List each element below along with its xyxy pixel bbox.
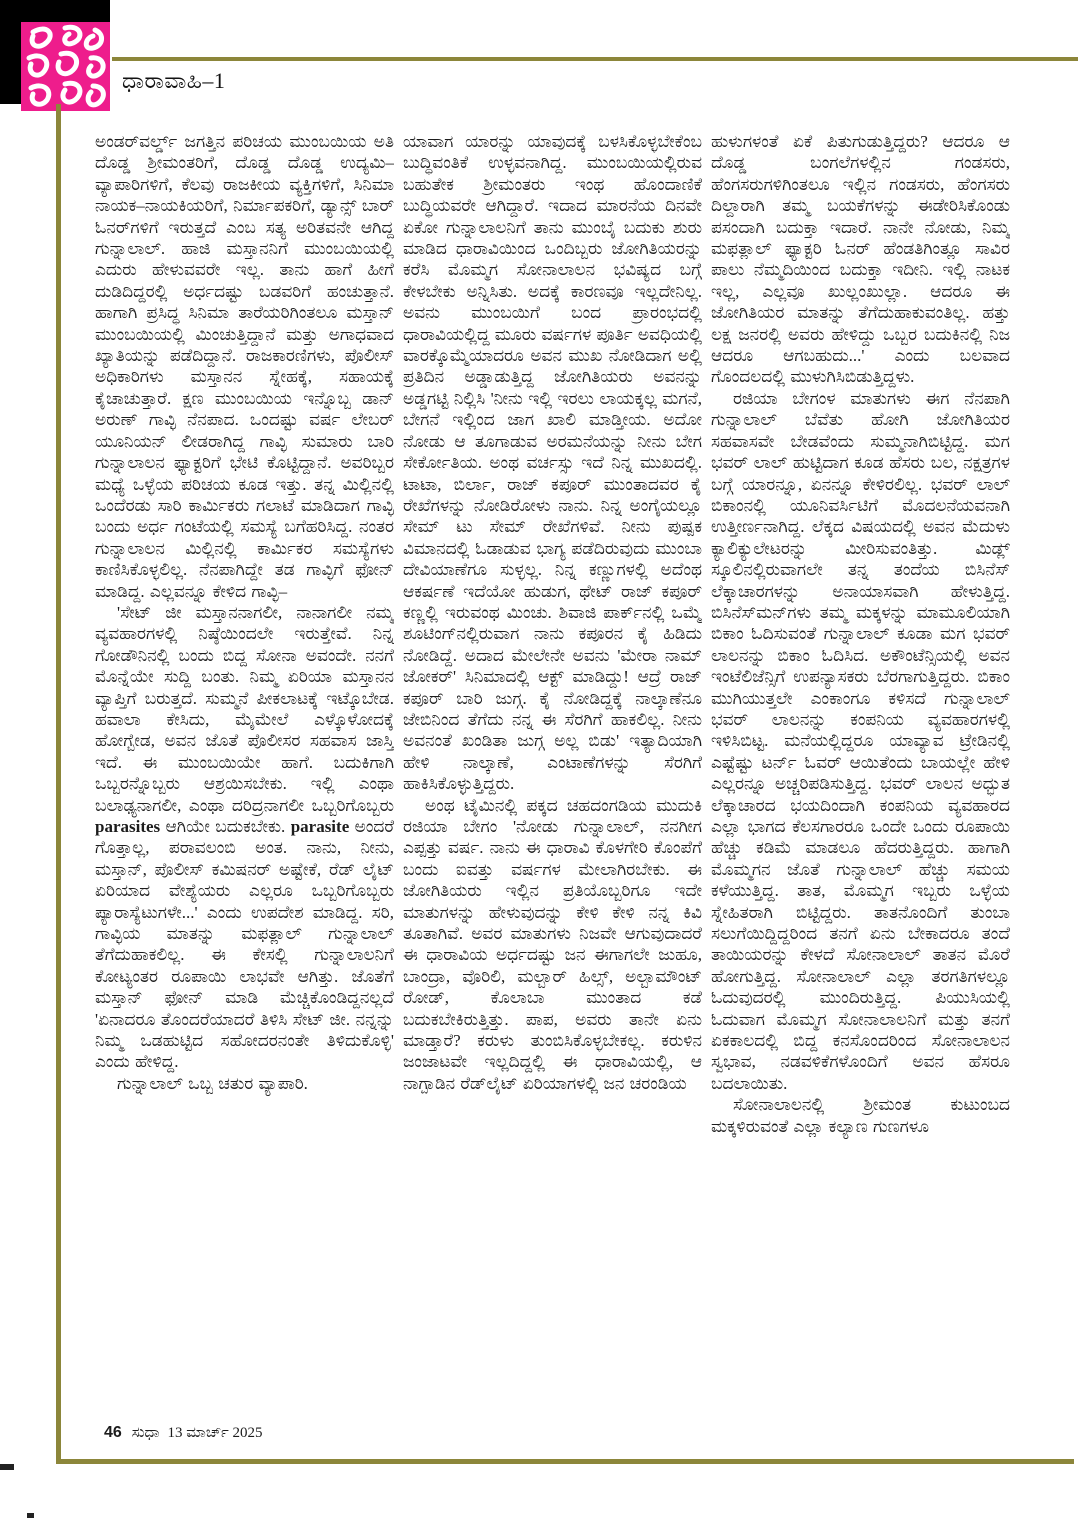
paragraph: ಅಂಥ ಟೈಮಿನಲ್ಲಿ ಪಕ್ಕದ ಚಹದಂಗಡಿಯ ಮುದುಕಿ ರಜಿಯಾ ಬೇಗಂ 'ನೋಡು ಗುನ್ನಾಲಾಲ್, ನನಗೀಗ ಎಪ್ಪತ್ತು ವರ್ಷ. ನಾನು ಈ ಧಾರಾವಿ ಕೊಳಗೇರಿ ಕೊಂಪೆಗೆ ಬಂದು ಐವತ್ತು ವರ್ಷಗಳ ಮೇಲಾಗಿರಬೇಕು. ಈ ಜೋಗಿತಿಯರು ಇಲ್ಲಿನ ಪ್ರತಿಯೊಬ್ಬರಿಗೂ ಇದೇ ಮಾತುಗಳನ್ನು ಹೇಳುವುದನ್ನು ಕೇಳಿ ಕೇಳಿ ನನ್ನ ಕಿವಿ ತೂತಾಗಿವೆ. ಅವರ ಮಾತುಗಳು ನಿಜವೇ ಆಗುವುದಾದರೆ ಈ ಧಾರಾವಿಯ ಅರ್ಧದಷ್ಟು ಜನ ಈಗಾಗಲೇ ಜುಹೂ, ಬಾಂದ್ರಾ, ವೊರಿಲಿ, ಮಲ್ಬಾರ್ ಹಿಲ್ಸ್, ಅಲ್ಬಾಮೌಂಟ್ ರೋಡ್, ಕೊಲಾಬಾ ಮುಂತಾದ ಕಡೆ ಬದುಕಬೇಕಿರುತ್ತಿತ್ತು. ಪಾಪ, ಅವರು ತಾನೇ ಏನು ಮಾಡ್ತಾರೆ? ಕರುಳು ತುಂಬಿಸಿಕೊಳ್ಳಬೇಕಲ್ಲ. ಕರುಳಿನ ಜಂಜಾಟವೇ ಇಲ್ಲದಿದ್ದಲ್ಲಿ ಈ ಧಾರಾವಿಯಲ್ಲಿ, ಆ ನಾಗ್ಪಾಡಿನ ರೆಡ್‌ಲೈಟ್ ಏರಿಯಾಗಳಲ್ಲಿ ಜನ ಚರಂಡಿಯ xyxy=(403,795,702,1093)
print-mark xyxy=(0,1464,14,1470)
paragraph: ಅಂಡರ್‌ವರ್ಲ್ಡ್ ಜಗತ್ತಿನ ಪರಿಚಯ ಮುಂಬಯಿಯ ಅತಿ ದೊಡ್ಡ ಶ್ರೀಮಂತರಿಗೆ, ದೊಡ್ಡ ದೊಡ್ಡ ಉದ್ಯಮಿ–ವ್ಯಾಪಾರಿಗಳಿಗೆ, ಕೆಲವು ರಾಜಕೀಯ ವ್ಯಕ್ತಿಗಳಿಗೆ, ಸಿನಿಮಾ ನಾಯಕ–ನಾಯಕಿಯರಿಗೆ, ನಿರ್ಮಾಪಕರಿಗೆ, ಡ್ಯಾನ್ಸ್ ಬಾರ್ ಓನರ್‌ಗಳಿಗೆ ಇರುತ್ತದೆ ಎಂಬ ಸತ್ಯ ಅರಿತವನೇ ಆಗಿದ್ದ ಗುನ್ನಾಲಾಲ್. ಹಾಜಿ ಮಸ್ತಾನನಿಗೆ ಮುಂಬಯಿಯಲ್ಲಿ ಎದುರು ಹೇಳುವವರೇ ಇಲ್ಲ. ತಾನು ಹಾಗೆ ಹೀಗೆ ದುಡಿದಿದ್ದರಲ್ಲಿ ಅರ್ಧದಷ್ಟು ಬಡವರಿಗೆ ಹಂಚುತ್ತಾನೆ. ಹಾಗಾಗಿ ಪ್ರಸಿದ್ಧ ಸಿನಿಮಾ ತಾರೆಯರಿಗಿಂತಲೂ ಮಸ್ತಾನ್ ಮುಂಬಯಿಯಲ್ಲಿ ಮಿಂಚುತ್ತಿದ್ದಾನೆ ಮತ್ತು ಅಗಾಧವಾದ ಖ್ಯಾತಿಯನ್ನು ಪಡೆದಿದ್ದಾನೆ. ರಾಜಕಾರಣಿಗಳು, ಪೊಲೀಸ್ ಅಧಿಕಾರಿಗಳು ಮಸ್ತಾನನ ಸ್ನೇಹಕ್ಕೆ, ಸಹಾಯಕ್ಕೆ ಕೈಚಾಚುತ್ತಾರೆ. ಕ್ಷಣ ಮುಂಬಯಿಯ ಇನ್ನೊಬ್ಬ ಡಾನ್ ಅರುಣ್ ಗಾವ್ಳಿ ನೆನಪಾದ. ಒಂದಷ್ಟು ವರ್ಷ ಲೇಬರ್ ಯೂನಿಯನ್ ಲೀಡರಾಗಿದ್ದ ಗಾವ್ಳಿ ಸುಮಾರು ಬಾರಿ ಗುನ್ನಾಲಾಲನ ಫ್ಯಾಕ್ಟರಿಗೆ ಭೇಟಿ ಕೊಟ್ಟಿದ್ದಾನೆ. ಅವರಿಬ್ಬರ ಮಧ್ಯೆ ಒಳ್ಳೆಯ ಪರಿಚಯ ಕೂಡ ಇತ್ತು. ತನ್ನ ಮಿಲ್ಲಿನಲ್ಲಿ ಒಂದೆರಡು ಸಾರಿ ಕಾರ್ಮಿಕರು ಗಲಾಟೆ ಮಾಡಿದಾಗ ಗಾವ್ಳಿ ಬಂದು ಅರ್ಧ ಗಂಟೆಯಲ್ಲಿ ಸಮಸ್ಯೆ ಬಗೆಹರಿಸಿದ್ದ. ನಂತರ ಗುನ್ನಾಲಾಲನ ಮಿಲ್ಲಿನಲ್ಲಿ ಕಾರ್ಮಿಕರ ಸಮಸ್ಯೆಗಳು ಕಾಣಿಸಿಕೊಳ್ಳಲಿಲ್ಲ. ನೆನಪಾಗಿದ್ದೇ ತಡ ಗಾವ್ಳಿಗೆ ಫೋನ್ ಮಾಡಿದ್ದ. ಎಲ್ಲವನ್ನೂ ಕೇಳಿದ ಗಾವ್ಳಿ– xyxy=(95,132,394,601)
paragraph: ರಜಿಯಾ ಬೇಗಂಳ ಮಾತುಗಳು ಈಗ ನೆನಪಾಗಿ ಗುನ್ನಾಲಾಲ್ ಬೆವೆತು ಹೋಗಿ ಜೋಗಿತಿಯರ ಸಹವಾಸವೇ ಬೇಡವೆಂದು ಸುಮ್ಮನಾಗಿಬಿಟ್ಟಿದ್ದ. ಮಗ ಭವರ್ ಲಾಲ್ ಹುಟ್ಟಿದಾಗ ಕೂಡ ಹೆಸರು ಬಲ, ನಕ್ಷತ್ರಗಳ ಬಗ್ಗೆ ಯಾರನ್ನೂ, ಏನನ್ನೂ ಕೇಳಿರಲಿಲ್ಲ. ಭವರ್ ಲಾಲ್ ಬಿಕಾಂನಲ್ಲಿ ಯೂನಿವರ್ಸಿಟಿಗೆ ಮೊದಲನೆಯವನಾಗಿ ಉತ್ತೀರ್ಣನಾಗಿದ್ದ. ಲೆಕ್ಕದ ವಿಷಯದಲ್ಲಿ ಅವನ ಮೆದುಳು ಕ್ಯಾಲಿಕ್ಯುಲೇಟರನ್ನು ಮೀರಿಸುವಂತಿತ್ತು. ಮಿಡ್ಲ್ ಸ್ಕೂಲಿನಲ್ಲಿರುವಾಗಲೇ ತನ್ನ ತಂದೆಯ ಬಿಸಿನೆಸ್ ಲೆಕ್ಕಾಚಾರಗಳನ್ನು ಅನಾಯಾಸವಾಗಿ ಹೇಳುತ್ತಿದ್ದ. ಬಿಸಿನೆಸ್‌ಮನ್‌ಗಳು ತಮ್ಮ ಮಕ್ಕಳನ್ನು ಮಾಮೂಲಿಯಾಗಿ ಬಿಕಾಂ ಓದಿಸುವಂತೆ ಗುನ್ನಾಲಾಲ್ ಕೂಡಾ ಮಗ ಭವರ್ ಲಾಲನನ್ನು ಬಿಕಾಂ ಓದಿಸಿದ. ಅಕೌಂಟೆನ್ಸಿಯಲ್ಲಿ ಅವನ ಇಂಟೆಲಿಜೆನ್ಸಿಗೆ ಉಪನ್ಯಾಸಕರು ಬೆರಗಾಗುತ್ತಿದ್ದರು. ಬಿಕಾಂ ಮುಗಿಯುತ್ತಲೇ ಎಂಕಾಂಗೂ ಕಳಿಸದೆ ಗುನ್ನಾಲಾಲ್ ಭವರ್ ಲಾಲನನ್ನು ಕಂಪನಿಯ ವ್ಯವಹಾರಗಳಲ್ಲಿ ಇಳಿಸಿಬಿಟ್ಟ. ಮನೆಯಲ್ಲಿದ್ದರೂ ಯಾವ್ಯಾವ ಟ್ರೇಡಿನಲ್ಲಿ ಎಷ್ಟೆಷ್ಟು ಟರ್ನ್ ಓವರ್ ಆಯಿತೆಂದು ಬಾಯಲ್ಲೇ ಹೇಳಿ ಎಲ್ಲರನ್ನೂ ಅಚ್ಚರಿಪಡಿಸುತ್ತಿದ್ದ. ಭವರ್ ಲಾಲನ ಅದ್ಭುತ ಲೆಕ್ಕಾಚಾರದ ಭಯದಿಂದಾಗಿ ಕಂಪನಿಯ ವ್ಯವಹಾರದ ಎಲ್ಲಾ ಭಾಗದ ಕೆಲಸಗಾರರೂ ಒಂದೇ ಒಂದು ರೂಪಾಯಿ ಹೆಚ್ಚು ಕಡಿಮೆ ಮಾಡಲೂ ಹೆದರುತ್ತಿದ್ದರು. ಹಾಗಾಗಿ ಮೊಮ್ಮಗನ ಜೊತೆ ಗುನ್ನಾಲಾಲ್ ಹೆಚ್ಚು ಸಮಯ ಕಳೆಯುತ್ತಿದ್ದ. ತಾತ, ಮೊಮ್ಮಗ ಇಬ್ಬರು ಒಳ್ಳೆಯ ಸ್ನೇಹಿತರಾಗಿ ಬಿಟ್ಟಿದ್ದರು. ತಾತನೊಂದಿಗೆ ತುಂಬಾ ಸಲುಗೆಯಿದ್ದಿದ್ದರಿಂದ ತನಗೆ ಏನು ಬೇಕಾದರೂ ತಂದೆ ತಾಯಿಯರನ್ನು ಕೇಳದೆ ಸೋನಾಲಾಲ್ ತಾತನ ಮೊರೆ ಹೋಗುತ್ತಿದ್ದ. ಸೋನಾಲಾಲ್ ಎಲ್ಲಾ ತರಗತಿಗಳಲ್ಲೂ ಓದುವುದರಲ್ಲಿ ಮುಂದಿರುತ್ತಿದ್ದ. ಪಿಯುಸಿಯಲ್ಲಿ ಓದುವಾಗ ಮೊಮ್ಮಗ ಸೋನಾಲಾಲನಿಗೆ ಮತ್ತು ತನಗೆ ಏಕಕಾಲದಲ್ಲಿ ಬಿದ್ದ ಕನಸೊಂದರಿಂದ ಸೋನಾಲಾಲನ ಸ್ವಭಾವ, ನಡವಳಿಕೆಗಳೊಂದಿಗೆ ಅವನ ಹೆಸರೂ ಬದಲಾಯಿತು. xyxy=(711,388,1010,1093)
top-rule xyxy=(112,57,1078,61)
quote-text: ಅಂದರೆ ಗೊತ್ತಾಲ್ಲ, ಪರಾವಲಂಬಿ ಅಂತ. ನಾನು, ನೀನು, ಮಸ್ತಾನ್, ಪೊಲೀಸ್ ಕಮಿಷನರ್ ಅಷ್ಟೇಕೆ, ರೆಡ್ ಲೈಟ್ ಏರಿಯಾದ ವೇಶ್ಯೆಯರು ಎಲ್ಲರೂ ಒಬ್ಬರಿಗೊಬ್ಬರು ಪ್ಯಾರಾಸ್ಯೆಟುಗಳೇ...' ಎಂದು ಉಪದೇಶ ಮಾಡಿದ್ದ. ಸರಿ, ಗಾವ್ಳಿಯ ಮಾತನ್ನು ಮಫತ್ಲಾಲ್ ಗುನ್ನಾಲಾಲ್ ತೆಗೆದುಹಾಕಲಿಲ್ಲ. ಈ ಕೇಸಲ್ಲಿ ಗುನ್ನಾಲಾಲನಿಗೆ ಕೋಟ್ಯಂತರ ರೂಪಾಯಿ ಲಾಭವೇ ಆಗಿತ್ತು. ಜೊತೆಗೆ ಮಸ್ತಾನ್ ಫೋನ್ ಮಾಡಿ ಮೆಚ್ಚಿಕೊಂಡಿದ್ದನಲ್ಲದೆ 'ಏನಾದರೂ ತೊಂದರೆಯಾದರೆ ತಿಳಿಸಿ ಸೇಟ್ ಜೀ. ನನ್ನನ್ನು ನಿಮ್ಮ ಒಡಹುಟ್ಟಿದ ಸಹೋದರನಂತೇ ತಿಳಿದುಕೊಳ್ಳಿ' ಎಂದು ಹೇಳಿದ್ದ. xyxy=(95,817,394,1072)
magazine-name: ಸುಧಾ xyxy=(131,1425,160,1441)
bold-word: parasite xyxy=(290,817,350,836)
paragraph: ಹುಳುಗಳಂತೆ ಏಕೆ ಪಿತುಗುಡುತ್ತಿದ್ದರು? ಆದರೂ ಆ ದೊಡ್ಡ ಬಂಗಲೆಗಳಲ್ಲಿನ ಗಂಡಸರು, ಹೆಂಗಸರುಗಳಿಗಿಂತಲೂ ಇಲ್ಲಿನ ಗಂಡಸರು, ಹೆಂಗಸರು ದಿಲ್ದಾರಾಗಿ ತಮ್ಮ ಬಯಕೆಗಳನ್ನು ಈಡೇರಿಸಿಕೊಂಡು ಪಸಂದಾಗಿ ಬದುಕ್ತಾ ಇದಾರೆ. ನಾನೇ ನೋಡು, ನಿಮ್ಮ ಮಫತ್ಲಾಲ್ ಫ್ಯಾಕ್ಟರಿ ಓನರ್ ಹೆಂಡತಿಗಿಂತ್ಲೂ ಸಾವಿರ ಪಾಲು ನೆಮ್ಮದಿಯಿಂದ ಬದುಕ್ತಾ ಇದೀನಿ. ಇಲ್ಲಿ ನಾಟಕ ಇಲ್ಲ, ಎಲ್ಲವೂ ಖುಲ್ಲಂಖುಲ್ಲಾ. ಆದರೂ ಈ ಜೋಗಿತಿಯರ ಮಾತನ್ನು ತೆಗೆದುಹಾಕುವಂತಿಲ್ಲ. ಹತ್ತು ಲಕ್ಷ ಜನರಲ್ಲಿ ಅವರು ಹೇಳಿದ್ದು ಒಬ್ಬರ ಬದುಕಿನಲ್ಲಿ ನಿಜ ಆದರೂ ಆಗಬಹುದು...' ಎಂದು ಬಲವಾದ ಗೊಂದಲದಲ್ಲಿ ಮುಳುಗಿಸಿಬಿಡುತ್ತಿದ್ದಳು. xyxy=(711,132,1010,387)
article-body xyxy=(95,131,1011,1413)
paragraph: ಸೋನಾಲಾಲನಲ್ಲಿ ಶ್ರೀಮಂತ ಕುಟುಂಬದ ಮಕ್ಕಳಿರುವಂತೆ ಎಲ್ಲಾ ಕಲ್ಯಾಣ ಗುಣಗಳೂ xyxy=(711,1095,1010,1136)
magazine-logo xyxy=(21,22,110,111)
print-mark xyxy=(27,1513,34,1518)
left-rule xyxy=(56,104,61,1464)
quote-text: ಆಗಿಯೇ ಬದುಕಬೇಕು. xyxy=(160,817,291,836)
bottom-rule xyxy=(56,1459,1074,1464)
text-column-1 xyxy=(95,131,394,1413)
paragraph: ಯಾವಾಗ ಯಾರನ್ನು ಯಾವುದಕ್ಕೆ ಬಳಸಿಕೊಳ್ಳಬೇಕೆಂಬ ಬುದ್ಧಿವಂತಿಕೆ ಉಳ್ಳವನಾಗಿದ್ದ. ಮುಂಬಯಿಯಲ್ಲಿರುವ ಬಹುತೇಕ ಶ್ರೀಮಂತರು ಇಂಥ ಹೊಂದಾಣಿಕೆ ಬುದ್ಧಿಯವರೇ ಆಗಿದ್ದಾರೆ. ಇದಾದ ಮಾರನೆಯ ದಿನವೇ ಏಕೋ ಗುನ್ನಾಲಾಲನಿಗೆ ತಾನು ಮುಂಬೈ ಬದುಕು ಶುರು ಮಾಡಿದ ಧಾರಾವಿಯಿಂದ ಒಂದಿಬ್ಬರು ಜೋಗಿತಿಯರನ್ನು ಕರೆಸಿ ಮೊಮ್ಮಗ ಸೋನಾಲಾಲನ ಭವಿಷ್ಯದ ಬಗ್ಗೆ ಕೇಳಬೇಕು ಅನ್ನಿಸಿತು. ಅದಕ್ಕೆ ಕಾರಣವೂ ಇಲ್ಲದೇನಿಲ್ಲ. ಅವನು ಮುಂಬಯಿಗೆ ಬಂದ ಪ್ರಾರಂಭದಲ್ಲಿ ಧಾರಾವಿಯಲ್ಲಿದ್ದ ಮೂರು ವರ್ಷಗಳ ಪೂರ್ತಿ ಅವಧಿಯಲ್ಲಿ ವಾರಕ್ಕೊಮ್ಮೆಯಾದರೂ ಅವನ ಮುಖ ನೋಡಿದಾಗ ಅಲ್ಲಿ ಪ್ರತಿದಿನ ಅಡ್ಡಾಡುತ್ತಿದ್ದ ಜೋಗಿತಿಯರು ಅವನನ್ನು ಅಡ್ಡಗಟ್ಟಿ ನಿಲ್ಲಿಸಿ 'ನೀನು ಇಲ್ಲಿ ಇರಲು ಲಾಯಕ್ಕಲ್ಲ ಮಗನೆ, ಬೇಗನೆ ಇಲ್ಲಿಂದ ಜಾಗ ಖಾಲಿ ಮಾಡ್ತೀಯ. ಅದೋ ನೋಡು ಆ ತೂಗಾಡುವ ಅರಮನೆಯನ್ನು ನೀನು ಬೇಗ ಸೇರ್ಕೋತಿಯ. ಅಂಥ ವರ್ಚಸ್ಸು ಇದೆ ನಿನ್ನ ಮುಖದಲ್ಲಿ. ಟಾಟಾ, ಬಿರ್ಲಾ, ರಾಜ್ ಕಪೂರ್ ಮುಂತಾದವರ ಕೈ ರೇಖೆಗಳನ್ನು ನೋಡಿರೋಳು ನಾನು. ನಿನ್ನ ಅಂಗೈಯಲ್ಲೂ ಸೇಮ್ ಟು ಸೇಮ್ ರೇಖೆಗಳಿವೆ. ನೀನು ಪುಷ್ಪಕ ವಿಮಾನದಲ್ಲಿ ಓಡಾಡುವ ಭಾಗ್ಯ ಪಡೆದಿರುವುದು ಮುಂಬಾ ದೇವಿಯಾಣೆಗೂ ಸುಳ್ಳಲ್ಲ. ನಿನ್ನ ಕಣ್ಣುಗಳಲ್ಲಿ ಅದೆಂಥ ಆಕರ್ಷಣೆ ಇದೆಯೋ ಹುಡುಗ, ಥೇಟ್ ರಾಜ್ ಕಪೂರ್ ಕಣ್ಣಲ್ಲಿ ಇರುವಂಥ ಮಿಂಚು. ಶಿವಾಜಿ ಪಾರ್ಕ್‌ನಲ್ಲಿ ಒಮ್ಮೆ ಶೂಟಿಂಗ್‌ನಲ್ಲಿರುವಾಗ ನಾನು ಕಪೂರನ ಕೈ ಹಿಡಿದು ನೋಡಿದ್ದೆ. ಅದಾದ ಮೇಲೇನೇ ಅವನು 'ಮೇರಾ ನಾಮ್ ಜೋಕರ್' ಸಿನಿಮಾದಲ್ಲಿ ಆಕ್ಟ್ ಮಾಡಿದ್ದು! ಆದ್ರೆ ರಾಜ್ ಕಪೂರ್ ಬಾರಿ ಜುಗ್ಗ. ಕೈ ನೋಡಿದ್ದಕ್ಕೆ ನಾಲ್ಕಾಣೆನೂ ಜೇಬಿನಿಂದ ತೆಗೆದು ನನ್ನ ಈ ಸೆರಗಿಗೆ ಹಾಕಲಿಲ್ಲ. ನೀನು ಅವನಂತೆ ಖಂಡಿತಾ ಜುಗ್ಗ ಅಲ್ಲ ಬಿಡು' ಇತ್ಯಾದಿಯಾಗಿ ಹೇಳಿ ನಾಲ್ಕಾಣೆ, ಎಂಟಾಣೆಗಳನ್ನು ಸೆರಗಿಗೆ ಹಾಕಿಸಿಕೊಳ್ಳುತ್ತಿದ್ದರು. xyxy=(403,132,702,794)
text-column-3 xyxy=(711,131,1010,1413)
quote-text: 'ಸೇಟ್ ಜೀ ಮಸ್ತಾನನಾಗಲೀ, ನಾನಾಗಲೀ ನಮ್ಮ ವ್ಯವಹಾರಗಳಲ್ಲಿ ನಿಷ್ಠೆಯಿಂದಲೇ ಇರುತ್ತೇವೆ. ನಿನ್ನ ಗೋಡೌನಿನಲ್ಲಿ ಬಂದು ಬಿದ್ದ ಸೋನಾ ಅವಂದೇ. ನನಗೆ ಮೊನ್ನೆಯೇ ಸುದ್ದಿ ಬಂತು. ನಿಮ್ಮ ಏರಿಯಾ ಮಸ್ತಾನನ ವ್ಯಾಪ್ತಿಗೆ ಬರುತ್ತದೆ. ಸುಮ್ಮನೆ ಪೀಕಲಾಟಕ್ಕೆ ಇಟ್ಕೊಬೇಡ. ಹವಾಲಾ ಕೇಸಿದು, ಮೈಮೇಲೆ ಎಳ್ಕೊಳೋದಕ್ಕೆ ಹೋಗ್ಬೇಡ, ಅವನ ಜೊತೆ ಪೊಲೀಸರ ಸಹವಾಸ ಜಾಸ್ತಿ ಇದೆ. ಈ ಮುಂಬಯಿಯೇ ಹಾಗೆ. ಬದುಕಿಗಾಗಿ ಒಬ್ಬರನ್ನೊಬ್ಬರು ಆಶ್ರಯಿಸಬೇಕು. ಇಲ್ಲಿ ಎಂಥಾ ಬಲಾಢ್ಯನಾಗಲೀ, ಎಂಥಾ ದರಿದ್ರನಾಗಲೀ ಒಬ್ಬರಿಗೊಬ್ಬರು xyxy=(95,602,394,815)
section-title: ಧಾರಾವಾಹಿ–1 xyxy=(122,68,226,93)
bold-word: parasites xyxy=(95,817,161,836)
text-column-2 xyxy=(403,131,702,1413)
paragraph xyxy=(95,602,394,1073)
squiggle-maze-icon xyxy=(21,22,110,111)
issue-date: 13 ಮಾರ್ಚ್ 2025 xyxy=(167,1425,263,1441)
page-number: 46 xyxy=(104,1424,122,1441)
page-footer xyxy=(104,1424,262,1442)
paragraph: ಗುನ್ನಾಲಾಲ್ ಒಬ್ಬ ಚತುರ ವ್ಯಾಪಾರಿ. xyxy=(117,1073,308,1093)
